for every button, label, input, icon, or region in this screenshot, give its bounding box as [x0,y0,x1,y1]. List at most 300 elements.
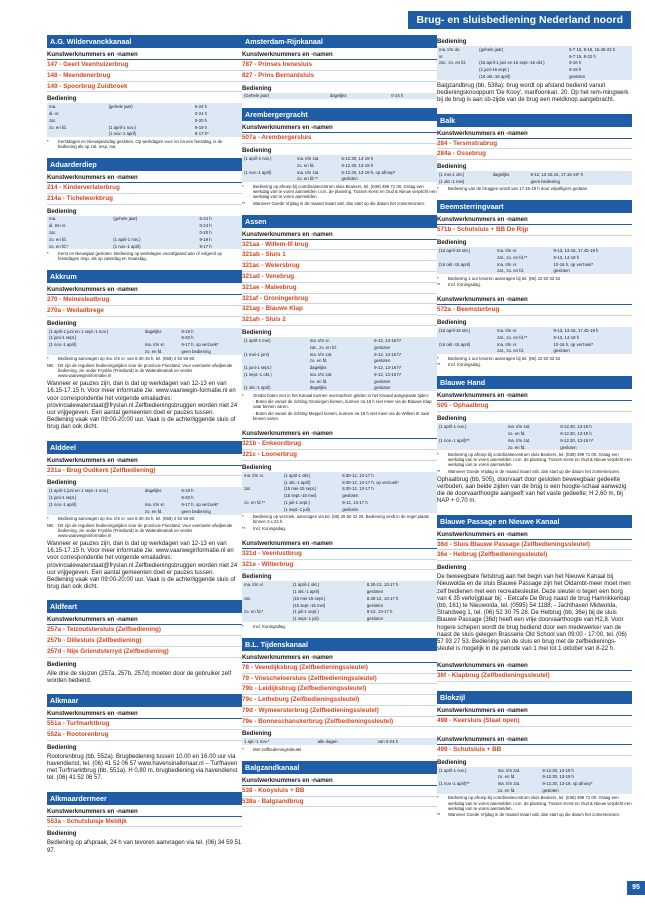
schedule-cell: 9-12.30, 13-19 h [542,774,574,780]
schedule-cell: (gehele jaar) [108,104,133,110]
schedule-row [242,169,437,176]
schedule-row [437,267,632,274]
footnote-marker [242,399,250,409]
schedule-row [242,615,437,622]
footnote-marker: ** [437,282,441,288]
waterway-section [242,215,437,422]
schedule-cell: gesloten [366,616,384,622]
schedule-cell: zo. en fd.** [244,499,266,505]
schedule-cell: (1 juli-1 sept.) [292,609,319,615]
schedule-row [47,487,242,494]
schedule-cell: 9-12.30, 13-19 h [542,767,574,773]
schedule-row [47,494,242,501]
footnote [437,186,632,191]
structure-item: 321c - Loonerbrug [242,450,437,461]
schedule-cell [437,774,496,781]
info-paragraph: Wanneer er pauzes zijn, dan is dat op werkdagen van 12-13 en van 16.15-17.15 h. Voor meer informatie zie: www.vaarwegin-formatie.nl en voor correspondentie het volgende emailadres: provincialewaterstaat@fryslan.nl Zelfbedieningsbruggen worden niet 24 uur vrijgegeven. Een aantal gemeenten doet er pauzes tussen. Bediening vaak van 09:00-20:00 uur. Vaak is de achterliggende sluis of brug dan ook dicht. [47,381,238,431]
schedule-cell [242,615,291,622]
schedule-cell: 9-12.30, 13-19, op afroep* [542,781,593,787]
column-2 [242,35,437,816]
schedule-cell [491,178,529,185]
structure-item: 214 - Kinderverlaterbrug [47,183,242,194]
operation-schedule-table [47,487,242,514]
structures-heading: Kunstwerknummers en -namen [47,710,242,719]
schedule-cell: ma. t/m vr. [497,261,518,267]
schedule-cell [437,267,495,274]
structures-heading: Kunstwerknummers en -namen [437,707,632,716]
footnote [437,356,632,361]
schedule-row [242,588,437,595]
operation-heading: Bediening [47,207,77,215]
footnote-text: Wanneer Goede Vrijdag in de maand maart valt, dan start op die datum het zomerseizoen. [448,468,621,474]
schedule-cell: (16 okt.-16 april) [479,74,511,80]
info-paragraph: Alle drie de sluizen (257a, 257b, 257d) moeten door de gebruiker zelf worden bediend. [47,670,232,684]
structure-item: 321b - Enkeordbrug [242,439,437,450]
schedule-cell: 10-16 h, op verzoek* [553,261,594,267]
waterway-section [47,270,242,432]
schedule-cell: 9-13, 14-19 h [553,254,580,260]
schedule-cell: 9-12, 13-16 h* [374,337,402,343]
schedule-cell: (16 okt.-15 april) [439,261,471,267]
footnote-text: Bediening 1 uur tevoren aanvragen bij tel. (06) 22 50 32 52 [448,275,561,281]
schedule-cell: zo. en fd. [144,349,163,354]
structure-item: 505 - Ophaalbrug [437,401,632,412]
schedule-cell: gesloten [374,378,391,384]
structure-item: 270a - Weiladbrege [47,306,242,317]
schedule-row [47,348,242,355]
schedule-cell: 0-20 h [199,230,212,236]
footnote-text: Wanneer Goede Vrijdag in de maand maart valt, dan start op die datum het zomerseizoen. [253,200,426,206]
operation-schedule-table [47,216,242,250]
schedule-cell [437,254,495,261]
footnote-text: - Boten die vanuit de richting Groningen komen, kunnen na 16 h niet meer via de Blauwe Klap naar binnen varen. [253,399,432,410]
schedule-cell: (1 okt.-1 april) [292,589,320,595]
schedule-cell [107,110,193,117]
schedule-cell: (1 sept.-1 juli) [283,506,310,512]
footnote-text: Bediening op verzoek, aanvragen via tel. (06) 25 50 32 26. Bediening vindt in de regel plaats binnen 3 x 24 h. [253,514,430,525]
schedule-cell [437,444,506,451]
schedule-row [437,178,632,185]
schedule-row [242,609,437,616]
schedule-cell: zo. en fd. [497,788,516,794]
schedule-row [437,430,632,437]
footnote-text: Dit zijn de reguliere bedieningstijden voor de provincie Friesland. Voor eventuele afwijkende bediening, zie onder Fryslân (Friesland) in de Wateralmanak en verder www.vaarwegininformatie.nl [58,362,233,379]
page-number: 95 [627,881,645,895]
schedule-cell: zat. [244,595,251,601]
schedule-row [437,444,632,451]
schedule-cell: zat., zo. en fd. [439,60,466,66]
schedule-row [437,60,632,67]
schedule-cell: 0-24 h [199,223,212,229]
schedule-cell: (1 nov.-1 april) [49,501,77,507]
operation-heading: Bediening [242,147,272,155]
schedule-row [437,53,632,60]
schedule-cell: gesloten [374,344,391,350]
structure-item: 498 - Keersluis (Staat open) [437,716,632,727]
schedule-cell [242,357,308,364]
schedule-cell: (1 nov.-1 april) [49,342,77,348]
operation-heading: Bediening [47,479,77,487]
waterway-section [242,638,437,752]
waterway-title: Amsterdam-Rijnkanaal [242,35,437,48]
footnote-text: Bediening aanvragen op ma. t/m vr. van 8.30-15 h, tel. (058) 2 92 56 80. [58,516,196,522]
waterway-section [47,694,242,782]
schedule-cell: 9-20 h [181,495,194,501]
schedule-cell: 9-13, 14-16, 17.45-19 h [553,247,599,253]
schedule-cell: 9-13, 14-16, 17.45-19 h [553,328,599,334]
schedule-cell: (16 okt.-15 april) [439,341,471,347]
schedule-cell: di. t/m vr. [49,223,67,229]
schedule-cell: 9-16 h [569,60,582,66]
schedule-cell: zo. en fd. [296,162,315,168]
structure-item: 787 - Prinses Irenesluis [242,60,437,71]
structure-item: 79c - Letheburg (Zelfbedieningssleutel) [242,695,437,706]
schedule-cell: ma. t/m vr. [309,337,330,343]
schedule-cell: 9-12, 13-15.15, 17.15-19* h [530,172,584,177]
schedule-cell: 6-7 15, 8-22 h [569,53,596,59]
schedule-cell: (1 mei-1 okt.) [439,172,465,177]
schedule-row [437,437,632,444]
operation-heading: Bediening [437,319,467,327]
schedule-cell: 0-24 h [391,93,404,99]
schedule-cell: zo. en fd. [507,444,526,450]
schedule-row [47,229,242,236]
schedule-cell: 9-17 h [199,243,212,249]
structure-item: 572a - Beemsterbrug [437,305,632,316]
schedule-cell: 9-12, 13-17 h [366,609,393,615]
structures-heading: Kunstwerknummers en -namen [242,540,437,549]
footnote-text: - Boten die vanuit de richting Meppel komen, kunnen na 15 h niet meer via de Willem III naar binnen varen. [253,411,430,422]
footnote [437,795,632,810]
footnote [242,526,437,531]
footnote-marker: ** [437,362,441,368]
schedule-cell: gesloten [553,348,570,354]
operation-schedule-table [437,423,632,450]
schedule-cell: (1 april-1 nov.) [439,424,467,430]
schedule-cell: zo. en fd. [144,508,163,514]
schedule-cell: ma. t/m vr. [497,328,518,334]
waterway-title: B.L. Tijdenskanaal [242,638,437,651]
schedule-cell [242,492,282,499]
schedule-cell: zo. en fd. [507,430,526,436]
operation-schedule-table [437,171,632,185]
schedule-cell [437,73,477,80]
schedule-cell: vr. [439,53,444,59]
schedule-cell: 9-17 h* [194,131,209,137]
schedule-cell: gesloten [560,444,577,450]
schedule-cell: gesloten [374,385,391,391]
footnote-marker: * [47,516,49,522]
footnote [242,393,437,398]
schedule-row [242,176,437,183]
schedule-cell: (1 april-1 nov.) [439,767,467,773]
schedule-cell [111,222,197,229]
footnote-marker: ** [242,525,246,531]
schedule-cell: 9-12, 13-17 h [342,499,368,505]
structure-item: 551a - Turfmarktbrug [47,719,242,730]
structures-heading: Kunstwerknummers en -namen [47,808,242,817]
footnote-marker: NB [47,522,53,528]
footnote-text: Kerstdagen en Nieuwjaarsdag gesloten. Op werkdagen voor en na een feestdag, is de bediening als op zat. resp. ma. [58,138,223,149]
schedule-cell: zo. en fd.* [49,243,69,249]
schedule-cell: gesloten [374,358,391,364]
structures-heading: Kunstwerknummers en -namen [437,130,632,139]
schedule-cell: dagelijks [492,172,510,177]
structures-heading: Kunstwerknummers en -namen [437,216,632,225]
schedule-cell: 9-17 h, op verzoek* [181,501,219,507]
schedule-cell: ma. t/m zat. [309,351,333,357]
operation-heading: Bediening [242,463,272,471]
structure-item: 321aa - Willem-III brug [242,240,437,251]
schedule-cell: (1 nov.-1 april) [108,131,136,137]
structures-heading: Kunstwerknummers en -namen [437,736,632,745]
operation-heading: Bediening [437,758,467,766]
schedule-cell: ma. t/m zat. [296,156,320,162]
structure-item: 321af - Groningerbrug [242,294,437,305]
footnote-marker: * [242,623,244,629]
schedule-cell: (1 nov.-1 april) [244,169,272,175]
operation-heading: Bediening [242,329,272,337]
schedule-cell: 9-12.30, 13-19 h* [560,437,594,443]
waterway-title: A.G. Wildervanckkanaal [47,35,242,48]
schedule-cell: gesloten [366,589,384,595]
schedule-cell [242,588,291,595]
schedule-cell: zat., zo. en fd.** [497,334,528,340]
structure-item: 79d - Wymeersterbrug (Zelfbedieningssleutel) [242,706,437,717]
schedule-cell: ma. t/m vr. [497,247,518,253]
waterway-title: Akkrum [47,270,242,283]
schedule-cell [437,787,496,794]
schedule-row [437,247,632,254]
schedule-cell: ma. t/m vr. [244,472,265,478]
schedule-cell: 6-12.30, 13-19 h, op afroep* [341,169,396,175]
structures-heading: Kunstwerknummers en -namen [242,124,437,133]
waterway-section [437,736,632,817]
schedule-cell: zo. en fd. [309,358,328,364]
schedule-row [242,93,437,100]
waterway-title: Assen [242,215,437,228]
schedule-cell: (1 april-1 nov.) [244,156,272,162]
structure-item: 553a - Schutsluisje Meldijk [47,817,242,828]
structures-heading: Kunstwerknummers en -namen [437,392,632,401]
structures-heading: Kunstwerknummers en -namen [47,174,242,183]
schedule-cell: 10-16 h, op verzoek* [553,341,594,347]
schedule-cell: ma. t/m zat. [497,781,521,787]
schedule-cell: dagelijks [144,488,162,494]
schedule-row [47,110,242,117]
schedule-row [437,254,632,261]
footnote [242,184,437,199]
waterway-section [242,540,437,629]
structure-item: 284 - Tersmstrabrug [437,139,632,150]
operation-schedule-table [437,767,632,794]
schedule-row [242,581,437,588]
schedule-cell [242,506,282,513]
schedule-cell: (15 mei-15 sept.) [283,486,317,492]
schedule-cell [242,344,308,351]
schedule-cell: (1 sept.-1 juli) [292,616,319,622]
schedule-cell: zo. en fd. [49,124,67,130]
waterway-title: Alkmaar [47,694,242,707]
schedule-cell: (1 april-1 okt.) [283,472,311,478]
waterway-title: Balk [437,114,632,127]
schedule-cell: 9-12.30, 13-19 h [341,162,374,168]
schedule-cell: gesloten [553,268,570,274]
schedule-cell: 9-19 h [181,328,194,334]
footnote [242,514,437,524]
schedule-cell: ma. t/m vr. [144,342,165,348]
schedule-row [437,334,632,341]
schedule-cell: zo. en fd. [497,774,516,780]
structure-item: 214a - Tichelwerkbrug [47,194,242,205]
schedule-row [437,327,632,334]
footnote-text: Incl. Koningsdag. [448,362,481,368]
schedule-row [47,117,242,124]
structure-item: 36d - Sluis Blauwe Passage (Zelfbedieningssleutel) [437,540,632,551]
schedule-cell: 6-24 h [194,104,208,110]
waterway-section [242,35,437,99]
schedule-row [47,124,242,131]
structure-item: 538 - Kooysluis + BB [242,786,437,797]
schedule-cell: zat., zo. en fd. [309,344,337,350]
schedule-cell [437,348,495,355]
schedule-cell: zat., zo. en fd. [497,268,525,274]
schedule-cell [477,53,567,60]
schedule-cell: (15 sept.-15 mei) [283,493,317,499]
footnote-text: Dit zijn de reguliere bedieningstijden voor de provincie Friesland. Voor eventuele afwijkende bediening, zie onder Fryslân (Friesland) in de Wateralmanak en verder www.vaarwegininformatie.nl [58,522,233,538]
structure-item: 321ac - Weiersbrug [242,261,437,272]
schedule-cell: (1 nov.-1 april)** [439,781,470,787]
footnote [242,201,437,206]
schedule-cell: 0-20 h [194,117,208,123]
schedule-cell [437,334,495,341]
schedule-row [437,171,632,178]
schedule-row [242,738,437,745]
schedule-cell: geen bediening [181,349,211,354]
structure-item: 321e - Witterbrug [242,560,437,571]
schedule-cell [242,378,308,385]
schedule-row [47,222,242,229]
structure-item: 507a - Arembergersluis [242,133,437,144]
schedule-cell: 9-12, 13-16 h* [374,365,402,371]
schedule-cell: di.-vr. [49,111,60,117]
schedule-cell: ma. t/m do. [439,46,461,52]
structures-heading: Kunstwerknummers en -namen [47,51,242,60]
waterway-section [437,200,632,287]
operation-heading: Bediening [437,38,467,45]
structure-item: 148 - Meendenerbrug [47,71,242,82]
schedule-cell [242,176,295,183]
column-1 [47,35,242,864]
schedule-cell [437,430,506,437]
structures-heading: Kunstwerknummers en -namen [47,457,242,466]
schedule-row [242,485,437,492]
schedule-cell: 8.30-12, 13-17 h, op verzoek* [342,479,399,485]
column-3 [437,35,632,826]
schedule-row [242,364,437,371]
schedule-cell: ma. t/m vr. [144,501,165,507]
footnote-marker: * [437,451,439,457]
waterway-section [437,662,632,682]
schedule-cell [242,602,291,609]
operation-schedule-table [242,155,437,182]
footnote-marker: * [242,183,244,189]
info-paragraph: Rootorenbrug (bb, 552a). Brugbediening tussen 10.00 en 16.00 uur via havendienst, tel. (06) 41 52 06 57 www.havensinalkmaar.nl – Turfhaven met Turfmarktbrug (bb, 551a). H 0,80 m, brugbediening via havendienst tel. (06) 41 52 06 57. [47,753,238,782]
operation-heading: Bediening [242,730,272,738]
schedule-cell: (1 april-1 juni en 1 sept.-1 nov.) [49,488,109,494]
operation-heading: Bediening [437,415,467,423]
footnote-text: Bediening op afroep bij coördinatiecentrum sluis Beukers, tel. (038) 499 71 00. Graag een werkdag van te voren aanmelden i.v.m. de planning. Tussen Kerst en Oud & Nieuw verplicht een werkdag van te voren aanmelden. [448,451,632,468]
waterway-section [437,114,632,192]
schedule-cell: (gehele jaar) [113,216,138,222]
operation-schedule-table [437,247,632,274]
structure-item: 321ah - Sluis 2 [242,315,437,326]
schedule-cell: 9-12, 13-16 h* [374,371,402,377]
schedule-cell: (1 juni-1 sept.) [49,495,77,501]
structure-item: 257b - Dillesluis (Zelfbediening) [47,636,242,647]
schedule-cell [111,229,197,236]
schedule-cell: (15 mei-15 sept.) [292,595,326,601]
schedule-cell: (1 april-1 okt.) [292,582,320,588]
schedule-row [242,595,437,602]
structures-heading: Kunstwerknummers en -namen [242,777,437,786]
schedule-cell: 8.30-12, 13-17 h [342,486,374,492]
footnote [47,523,242,538]
schedule-row [437,787,632,794]
waterway-title: Alddeel [47,441,242,454]
schedule-cell: ma. t/m zat. [309,371,333,377]
schedule-cell: dagelijks [309,385,327,391]
footnote [242,747,437,752]
footnote-text: Kerst en Nieuwjaar gesloten. Bediening op werkdagen voorafgaand aan of volgend op feestdagen resp. als op zaterdag en maandag. [58,250,222,262]
operation-heading: Bediening [47,660,77,668]
footnote-marker: * [437,355,439,361]
schedule-cell: (1 okt.-1 mei) [439,178,465,184]
schedule-row [47,131,242,138]
structures-heading: Kunstwerknummers en -namen [242,654,437,663]
waterway-section [47,441,242,592]
schedule-cell: 9-19 h [194,124,208,130]
structure-item: 79e - Bonneschanskerbrug (Zelfbedieningssleutel) [242,717,437,728]
footnote-marker: * [437,795,439,801]
structure-item: 321ae - Maleebrug [242,283,437,294]
schedule-cell: 8.30-12, 13-17 h [366,582,399,588]
schedule-cell: gesloten [542,788,559,794]
schedule-cell: (1 juni-1 sept.) [244,365,272,371]
schedule-cell: zat. [49,230,56,236]
schedule-cell: (1 april-1 mei) [244,337,271,343]
operation-heading: Bediening [437,163,467,171]
waterway-section [437,515,632,654]
footnote [242,411,437,421]
operation-heading: Bediening [437,239,467,247]
structure-item: 79b - Leidijksbrug (Zelfbedieningssleutel) [242,684,437,695]
waterway-title: Blokzijl [437,691,632,704]
schedule-cell: 6-7 15, 9-16, 16.45-22 h [569,46,616,52]
schedule-row [437,66,632,73]
schedule-row [242,371,437,378]
schedule-cell: alle dagen [317,739,338,745]
footnote [47,251,242,261]
schedule-row [47,236,242,243]
schedule-cell: dagelijks [144,328,162,334]
footnote-text: Met zelfbedieningssleutel [253,746,302,752]
structure-item: 36f - Klapbrug (Zelfbedieningssleutel) [437,671,632,682]
operation-heading: Bediening [47,743,77,751]
structure-item: 538a - Balgzandbrug [242,797,437,808]
schedule-row [47,328,242,335]
schedule-row [437,46,632,53]
